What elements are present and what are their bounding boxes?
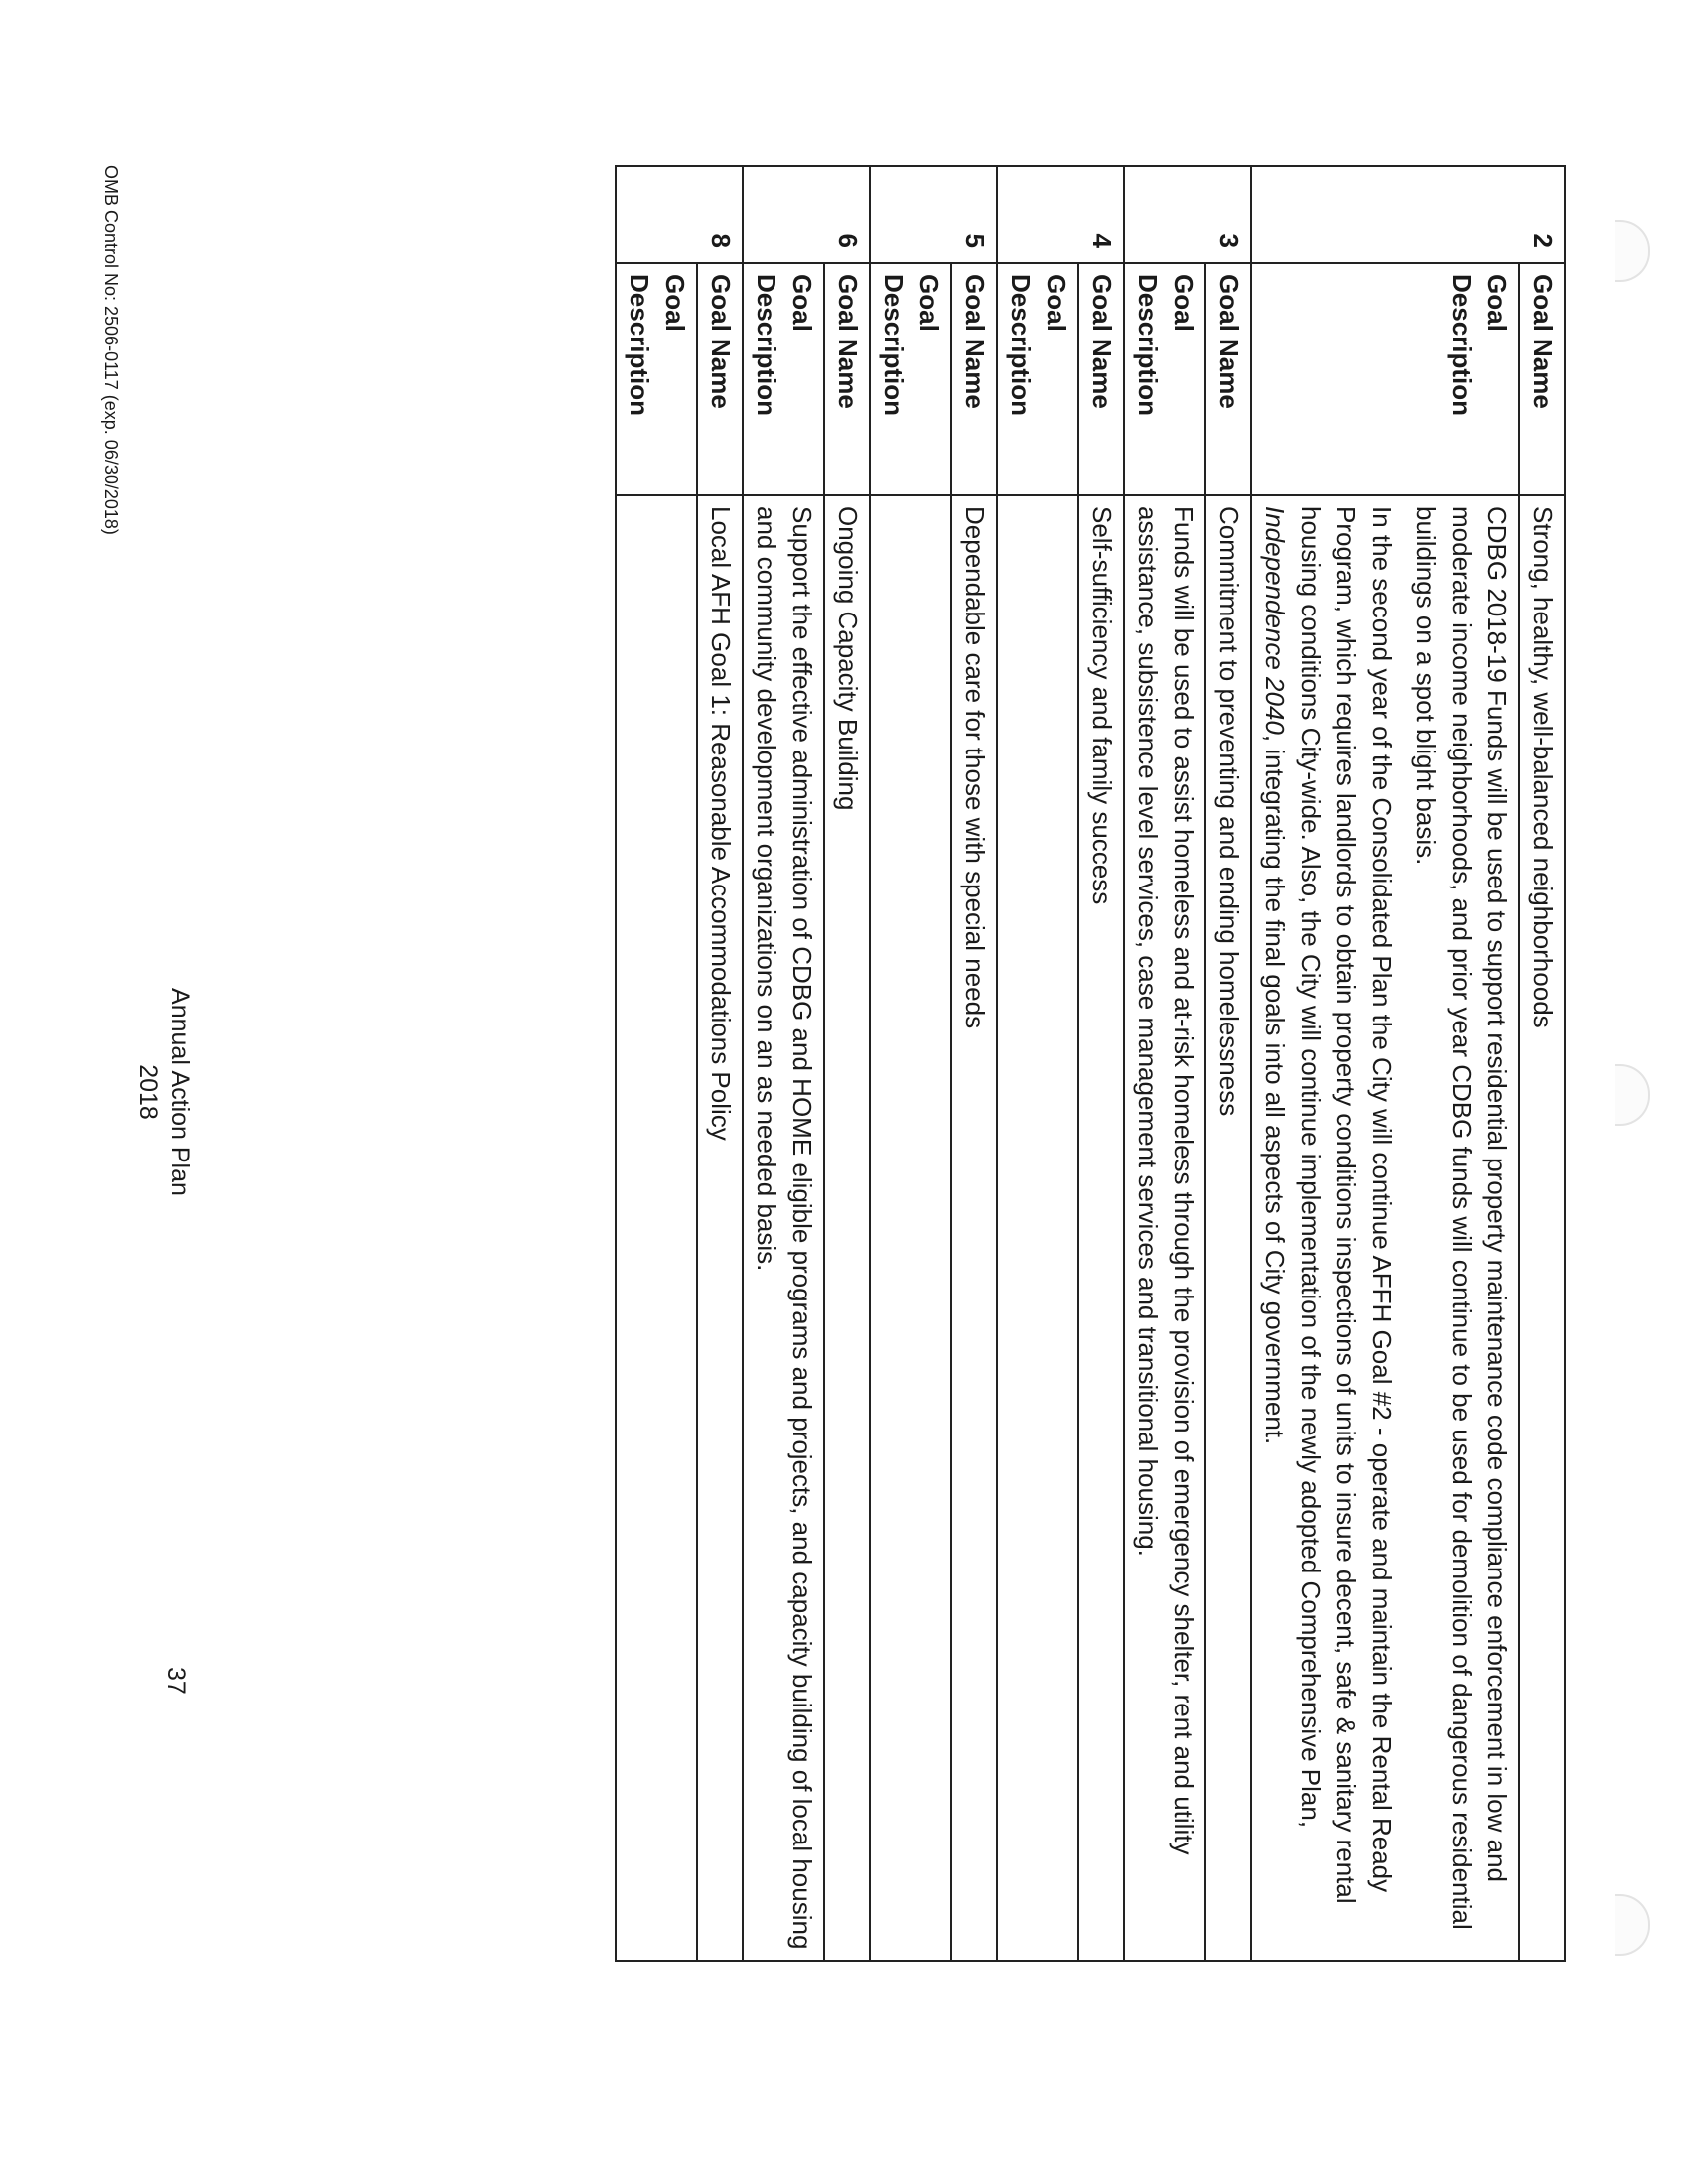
table-row — [1205, 166, 1251, 1961]
goal-name-label: Goal Name — [951, 263, 997, 495]
goal-name-value: Local AFH Goal 1: Reasonable Accommodations Policy — [697, 495, 743, 1961]
table-row — [743, 166, 824, 1961]
goal-name-value: Ongoing Capacity Building — [824, 495, 870, 1961]
table-row — [1251, 166, 1519, 1961]
description-paragraph: CDBG 2018-19 Funds will be used to support residential property maintenance code compliance enforcement in low and moderate income neighborhoods, and prior year CDBG funds will continue to be used for demolition of dangerous residential buildings on a spot blight basis. — [1411, 506, 1512, 1930]
table-row — [1124, 166, 1205, 1961]
goal-number: 2 — [1251, 166, 1565, 263]
goals-table — [615, 165, 1566, 1962]
goal-name-value: Dependable care for those with special needs — [951, 495, 997, 1961]
goal-number: 4 — [997, 166, 1124, 263]
page-number: 37 — [162, 1667, 190, 1695]
table-row — [997, 166, 1078, 1961]
goal-description-label: Goal Description — [743, 263, 824, 495]
omb-control-number: OMB Control No: 2506-0117 (exp. 06/30/2018) — [101, 165, 121, 535]
goal-number: 5 — [870, 166, 997, 263]
goal-number: 3 — [1124, 166, 1251, 263]
goal-name-label: Goal Name — [1519, 263, 1565, 495]
goal-name-label: Goal Name — [1205, 263, 1251, 495]
goal-name-value: Strong, healthy, well-balanced neighborhoods — [1519, 495, 1565, 1961]
goal-description-label: Goal Description — [1124, 263, 1205, 495]
goal-description-value — [1251, 495, 1519, 1961]
table-row — [1078, 166, 1124, 1961]
goal-description-label: Goal Description — [870, 263, 951, 495]
table-row — [697, 166, 743, 1961]
goal-description-value — [997, 495, 1078, 1961]
table-row — [1519, 166, 1565, 1961]
goal-description-value: Funds will be used to assist homeless and at-risk homeless through the provision of emergency shelter, rent and utility assistance, subsistence level services, case management services and transitional housing. — [1124, 495, 1205, 1961]
goal-description-value — [616, 495, 697, 1961]
goal-number: 6 — [743, 166, 870, 263]
goal-name-label: Goal Name — [1078, 263, 1124, 495]
goal-name-value: Self-sufficiency and family success — [1078, 495, 1124, 1961]
table-row — [824, 166, 870, 1961]
goal-name-label: Goal Name — [824, 263, 870, 495]
plan-title: Independence 2040 — [1260, 506, 1290, 735]
goal-description-label: Goal Description — [616, 263, 697, 495]
table-row — [616, 166, 697, 1961]
goal-number: 8 — [616, 166, 743, 263]
description-paragraph: In the second year of the Consolidated Plan the City will continue AFFH Goal #2 - operate and maintain the Rental Ready Program, which requires landlords to obtain property conditions inspections of units to insure decent, safe & sanitary rental housing conditions City-wide. Also, the City will continue implementation of the newly adopted Comprehensive Plan, Independence 2040, integrating the final goals into all aspects of City government. — [1260, 506, 1397, 1904]
goal-description-value — [870, 495, 951, 1961]
footer-title: Annual Action Plan — [166, 988, 194, 1196]
footer-year: 2018 — [134, 1064, 162, 1120]
goal-description-label: Goal Description — [1251, 263, 1519, 495]
goal-description-value: Support the effective administration of CDBG and HOME eligible programs and projects, and capacity building of local housing and community development organizations on an as needed basis. — [743, 495, 824, 1961]
table-row — [870, 166, 951, 1961]
goal-description-label: Goal Description — [997, 263, 1078, 495]
goal-name-value: Commitment to preventing and ending homelessness — [1205, 495, 1251, 1961]
goal-name-label: Goal Name — [697, 263, 743, 495]
table-row — [951, 166, 997, 1961]
